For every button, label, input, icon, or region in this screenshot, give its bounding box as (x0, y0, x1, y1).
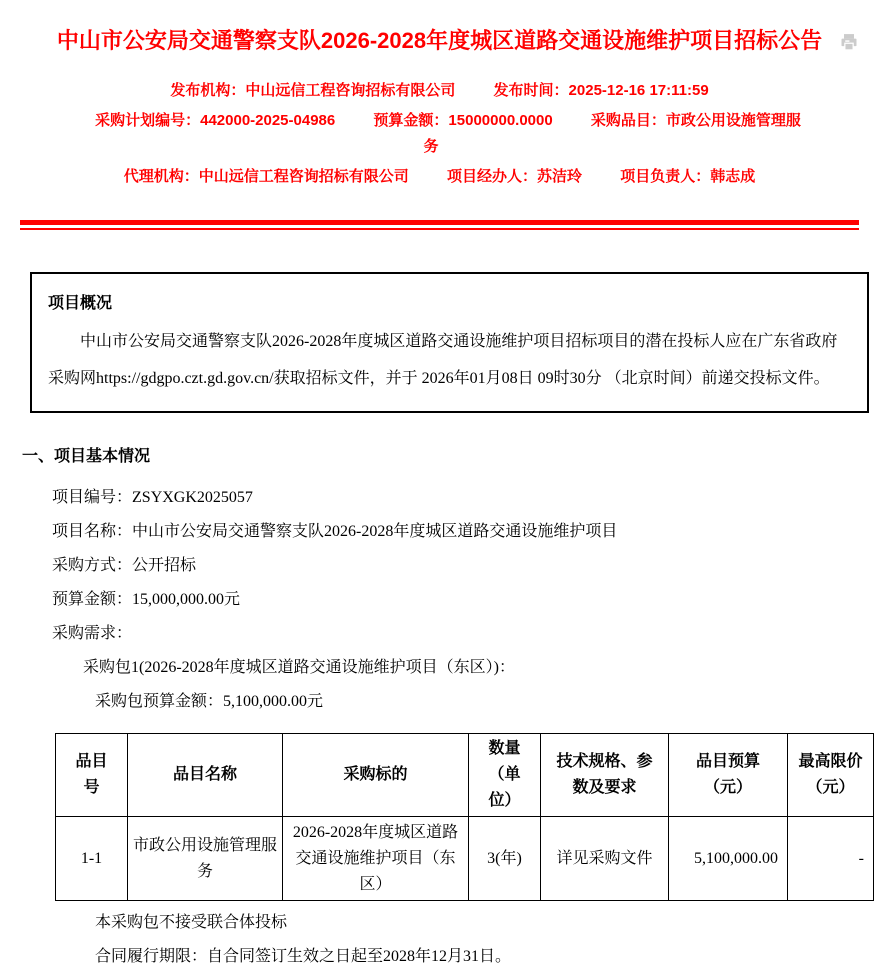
procurement-category-label: 采购品目： (590, 112, 666, 129)
cell-max-price: - (788, 817, 874, 901)
package-budget-label: 采购包预算金额： (95, 693, 224, 710)
publisher-value: 中山远信工程咨询招标有限公司 (245, 82, 456, 99)
demand-label: 采购需求： (52, 625, 133, 642)
page-title: 中山市公安局交通警察支队2026-2028年度城区道路交通设施维护项目招标公告 (56, 28, 823, 53)
project-number-line (52, 489, 879, 507)
cell-procurement-target: 2026-2028年度城区道路交通设施维护项目（东区） (283, 817, 469, 901)
procurement-method-line (52, 557, 879, 575)
procurement-method-label: 采购方式： (52, 557, 133, 574)
demand-line (52, 625, 879, 643)
basic-info-list (0, 489, 879, 711)
overview-body: 中山市公安局交通警察支队2026-2028年度城区道路交通设施维护项目招标项目的潜在投标人应在广东省政府采购网https://gdgpo.czt.gd.gov.cn/获取招标文件，并于 2026年01月08日 09时30分 （北京时间）前递交投标文件。 (48, 333, 838, 387)
project-manager-label: 项目负责人： (620, 168, 711, 185)
meta-row-2 (70, 108, 810, 160)
table-row (56, 817, 874, 901)
col-header-quantity-unit: 数量（单位） (469, 734, 541, 817)
col-header-item-no: 品目号 (56, 734, 128, 817)
procurement-method-value: 公开招标 (132, 557, 197, 574)
cell-item-name: 市政公用设施管理服务 (128, 817, 283, 901)
package-budget-line (95, 693, 879, 711)
project-name-value: 中山市公安局交通警察支队2026-2028年度城区道路交通设施维护项目 (132, 523, 618, 540)
divider-thin-line (20, 228, 859, 230)
agency-value: 中山远信工程咨询招标有限公司 (198, 168, 409, 185)
col-header-procurement-target: 采购标的 (283, 734, 469, 817)
cell-item-no: 1-1 (56, 817, 128, 901)
budget-value: 15,000,000.00元 (132, 591, 241, 608)
budget-amount-label: 预算金额： (373, 112, 449, 129)
agency-label: 代理机构： (123, 168, 199, 185)
project-manager-value: 韩志成 (710, 168, 756, 185)
project-name-line (52, 523, 879, 541)
col-header-item-budget: 品目预算（元） (669, 734, 788, 817)
publish-time-value: 2025-12-16 17:11:59 (568, 82, 709, 99)
package-title-line: 采购包1(2026-2028年度城区道路交通设施维护项目（东区）)： (83, 659, 515, 676)
print-button[interactable] (839, 32, 859, 52)
overview-heading: 项目概况 (48, 295, 113, 312)
publish-time-label: 发布时间： (493, 82, 569, 99)
divider-thick-line (20, 220, 859, 225)
agency (124, 168, 409, 185)
project-number-value: ZSYXGK2025057 (132, 489, 253, 506)
meta-row-3 (0, 164, 879, 190)
package-budget-value: 5,100,000.00元 (223, 693, 324, 710)
plan-number-value: 442000-2025-04986 (200, 112, 336, 129)
printer-icon (839, 32, 859, 52)
project-name-label: 项目名称： (52, 523, 133, 540)
note-contract-period: 合同履行期限：自合同签订生效之日起至2028年12月31日。 (95, 948, 512, 965)
project-number-label: 项目编号： (52, 489, 133, 506)
col-header-max-price: 最高限价（元） (788, 734, 874, 817)
budget-line (52, 591, 879, 609)
publisher-label: 发布机构： (170, 82, 246, 99)
publish-time (494, 82, 709, 99)
cell-quantity-unit: 3(年) (469, 817, 541, 901)
cell-tech-specs: 详见采购文件 (541, 817, 669, 901)
cell-item-budget: 5,100,000.00 (669, 817, 788, 901)
plan-number (95, 112, 335, 129)
budget-amount (373, 112, 552, 129)
procurement-items-table (55, 733, 874, 901)
project-handler (447, 168, 582, 185)
note-no-consortium: 本采购包不接受联合体投标 (95, 914, 288, 931)
project-overview-box (30, 272, 869, 413)
col-header-tech-specs: 技术规格、参数及要求 (541, 734, 669, 817)
project-manager (620, 168, 755, 185)
project-handler-label: 项目经办人： (446, 168, 537, 185)
header (0, 0, 879, 56)
budget-label: 预算金额： (52, 591, 133, 608)
col-header-item-name: 品目名称 (128, 734, 283, 817)
meta-row-1 (0, 78, 879, 104)
double-red-divider (20, 220, 859, 230)
publisher (170, 82, 455, 99)
plan-number-label: 采购计划编号： (95, 112, 201, 129)
project-handler-value: 苏洁玲 (537, 168, 583, 185)
section-basic-info-heading: 一、项目基本情况 (22, 448, 151, 465)
meta-info (0, 78, 879, 190)
budget-amount-value: 15000000.0000 (448, 112, 553, 129)
procurement-category-value: 市政公用设施管理服务 (423, 112, 801, 155)
table-header-row (56, 734, 874, 817)
